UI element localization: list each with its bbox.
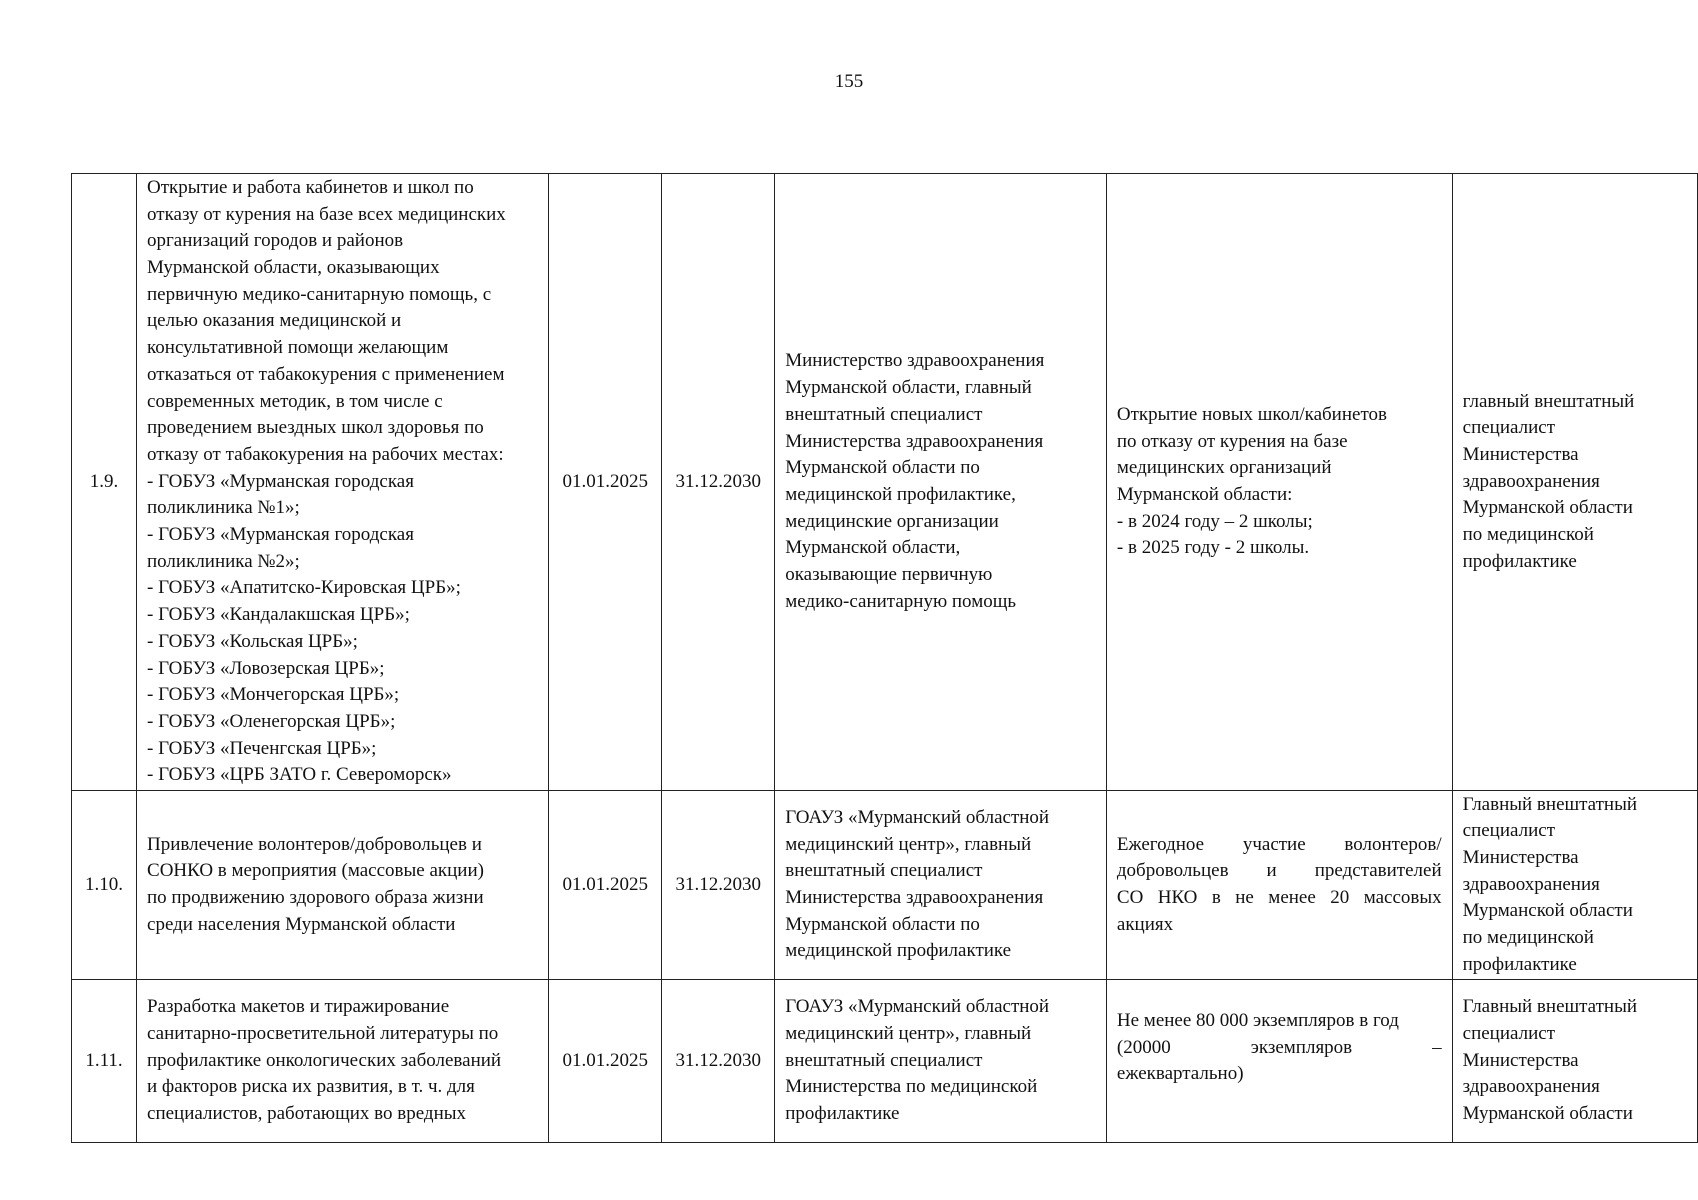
text-line: Привлечение волонтеров/добровольцев и (147, 833, 482, 855)
start-date: 01.01.2025 (549, 980, 662, 1143)
responsible-person (1452, 174, 1697, 791)
text-line: Главный внештатный (1462, 793, 1638, 815)
text-line: целью оказания медицинской и (147, 310, 402, 332)
text-line: первичную медико-санитарную помощь, с (147, 283, 492, 305)
responsible-person (1452, 980, 1697, 1143)
measure-name (137, 174, 549, 791)
table-row (72, 791, 1698, 980)
end-date: 31.12.2030 (662, 791, 775, 980)
text-line: Мурманской области (1462, 1103, 1633, 1125)
text-line: специалист (1462, 417, 1555, 439)
text-line: внештатный специалист (785, 1049, 983, 1071)
text-line: Ежегодное участие волонтеров/ (1116, 833, 1442, 855)
row-number: 1.10. (72, 791, 137, 980)
text-line: - ГОБУЗ «Мончегорская ЦРБ»; (147, 684, 400, 706)
text-line: Мурманской области (1462, 900, 1633, 922)
text-line: - ГОБУЗ «Мурманская городская (147, 524, 414, 546)
text-line: ГОАУЗ «Мурманский областной (785, 996, 1050, 1018)
text-line: профилактике онкологических заболеваний (147, 1049, 502, 1071)
text-line: медицинской профилактике, (785, 484, 1016, 505)
text-line: Министерства (1462, 1049, 1579, 1071)
text-line: - ГОБУЗ «Кандалакшская ЦРБ»; (147, 604, 410, 626)
expected-result (1106, 174, 1452, 791)
text-line: - в 2025 году - 2 школы. (1116, 537, 1310, 559)
text-line: Мурманской области по (785, 457, 980, 479)
text-line: - ГОБУЗ «Ловозерская ЦРБ»; (147, 657, 385, 679)
text-line: Министерства здравоохранения (785, 430, 1044, 452)
executors (775, 980, 1107, 1143)
text-line: акциях (1116, 913, 1174, 935)
end-date: 31.12.2030 (662, 174, 775, 791)
text-line: по медицинской (1462, 927, 1594, 949)
table-row (72, 980, 1698, 1143)
text-line: оказывающие первичную (785, 564, 993, 586)
text-line: проведением выездных школ здоровья по (147, 417, 484, 439)
text-line: Не менее 80 000 экземпляров в год (1116, 1010, 1399, 1031)
text-line: Мурманской области, главный (785, 377, 1032, 399)
text-line: Главный внештатный (1462, 996, 1638, 1018)
text-line: современных методик, в том числе с (147, 390, 443, 412)
measure-name (137, 980, 549, 1143)
text-line: - ГОБУЗ «Апатитско-Кировская ЦРБ»; (147, 577, 461, 599)
text-line: Мурманской области: (1116, 484, 1293, 505)
text-line: Мурманской области, оказывающих (147, 257, 440, 279)
start-date: 01.01.2025 (549, 791, 662, 980)
text-line: отказу от курения на базе всех медицинских (147, 203, 506, 225)
text-line: санитарно-просветительной литературы по (147, 1022, 499, 1044)
text-line: медицинские организации (785, 510, 999, 532)
text-line: профилактике (1462, 953, 1577, 975)
text-line: - ГОБУЗ «Печенгская ЦРБ»; (147, 737, 377, 759)
text-line: профилактике (1462, 550, 1577, 572)
text-line: СОНКО в мероприятия (массовые акции) (147, 860, 484, 882)
text-line: специалист (1462, 1022, 1555, 1044)
responsible-person (1452, 791, 1697, 980)
text-line: специалистов, работающих во вредных (147, 1103, 466, 1125)
executors (775, 174, 1107, 791)
table-row (72, 174, 1698, 791)
start-date: 01.01.2025 (549, 174, 662, 791)
text-line: здравоохранения (1462, 873, 1600, 895)
text-line: (20000 экземпляров – (1116, 1036, 1442, 1058)
text-line: поликлиника №1»; (147, 497, 300, 519)
text-line: ГОАУЗ «Мурманский областной (785, 806, 1050, 828)
text-line: организаций городов и районов (147, 230, 404, 252)
row-number: 1.11. (72, 980, 137, 1143)
text-line: консультативной помощи желающим (147, 337, 449, 359)
expected-result (1106, 791, 1452, 980)
text-line: внештатный специалист (785, 403, 983, 425)
text-line: Открытие новых школ/кабинетов (1116, 403, 1387, 425)
text-line: Мурманской области, (785, 537, 961, 559)
text-line: поликлиника №2»; (147, 550, 300, 572)
text-line: Министерства (1462, 846, 1579, 868)
text-line: отказу от табакокурения на рабочих местах: (147, 443, 504, 465)
text-line: медицинской профилактике (785, 940, 1012, 962)
text-line: Министерства здравоохранения (785, 887, 1044, 908)
text-line: здравоохранения (1462, 470, 1600, 492)
text-line: СО НКО в не менее 20 массовых (1116, 887, 1442, 908)
text-line: - ГОБУЗ «Кольская ЦРБ»; (147, 630, 358, 652)
text-line: добровольцев и представителей (1116, 860, 1442, 882)
text-line: Мурманской области по (785, 913, 980, 935)
text-line: главный внештатный (1462, 390, 1635, 412)
end-date: 31.12.2030 (662, 980, 775, 1143)
row-number: 1.9. (72, 174, 137, 791)
text-line: Разработка макетов и тиражирование (147, 996, 450, 1018)
text-line: Мурманской области (1462, 497, 1633, 519)
text-line: медицинский центр», главный (785, 1022, 1032, 1044)
text-line: медицинских организаций (1116, 457, 1332, 479)
text-line: Открытие и работа кабинетов и школ по (147, 176, 474, 198)
text-line: - в 2024 году – 2 школы; (1116, 510, 1313, 532)
text-line: Министерства по медицинской (785, 1076, 1038, 1098)
text-line: и факторов риска их развития, в т. ч. для (147, 1076, 475, 1098)
text-line: - ГОБУЗ «ЦРБ ЗАТО г. Североморск» (147, 764, 452, 786)
text-line: внештатный специалист (785, 860, 983, 882)
text-line: Министерство здравоохранения (785, 350, 1045, 372)
page-number: 155 (834, 71, 864, 92)
text-line: отказаться от табакокурения с применением (147, 363, 505, 385)
text-line: среди населения Мурманской области (147, 913, 456, 935)
expected-result (1106, 980, 1452, 1143)
text-line: профилактике (785, 1103, 900, 1125)
text-line: - ГОБУЗ «Оленегорская ЦРБ»; (147, 710, 396, 732)
text-line: по отказу от курения на базе (1116, 430, 1348, 452)
text-line: - ГОБУЗ «Мурманская городская (147, 470, 414, 492)
text-line: здравоохранения (1462, 1076, 1600, 1098)
executors (775, 791, 1107, 980)
text-line: ежеквартально) (1116, 1063, 1244, 1085)
text-line: медико-санитарную помощь (785, 590, 1017, 612)
text-line: медицинский центр», главный (785, 833, 1032, 855)
text-line: Министерства (1462, 443, 1579, 465)
text-line: по медицинской (1462, 524, 1594, 546)
measure-name (137, 791, 549, 980)
measures-table (71, 173, 1698, 1143)
text-line: специалист (1462, 820, 1555, 842)
text-line: по продвижению здорового образа жизни (147, 887, 484, 908)
